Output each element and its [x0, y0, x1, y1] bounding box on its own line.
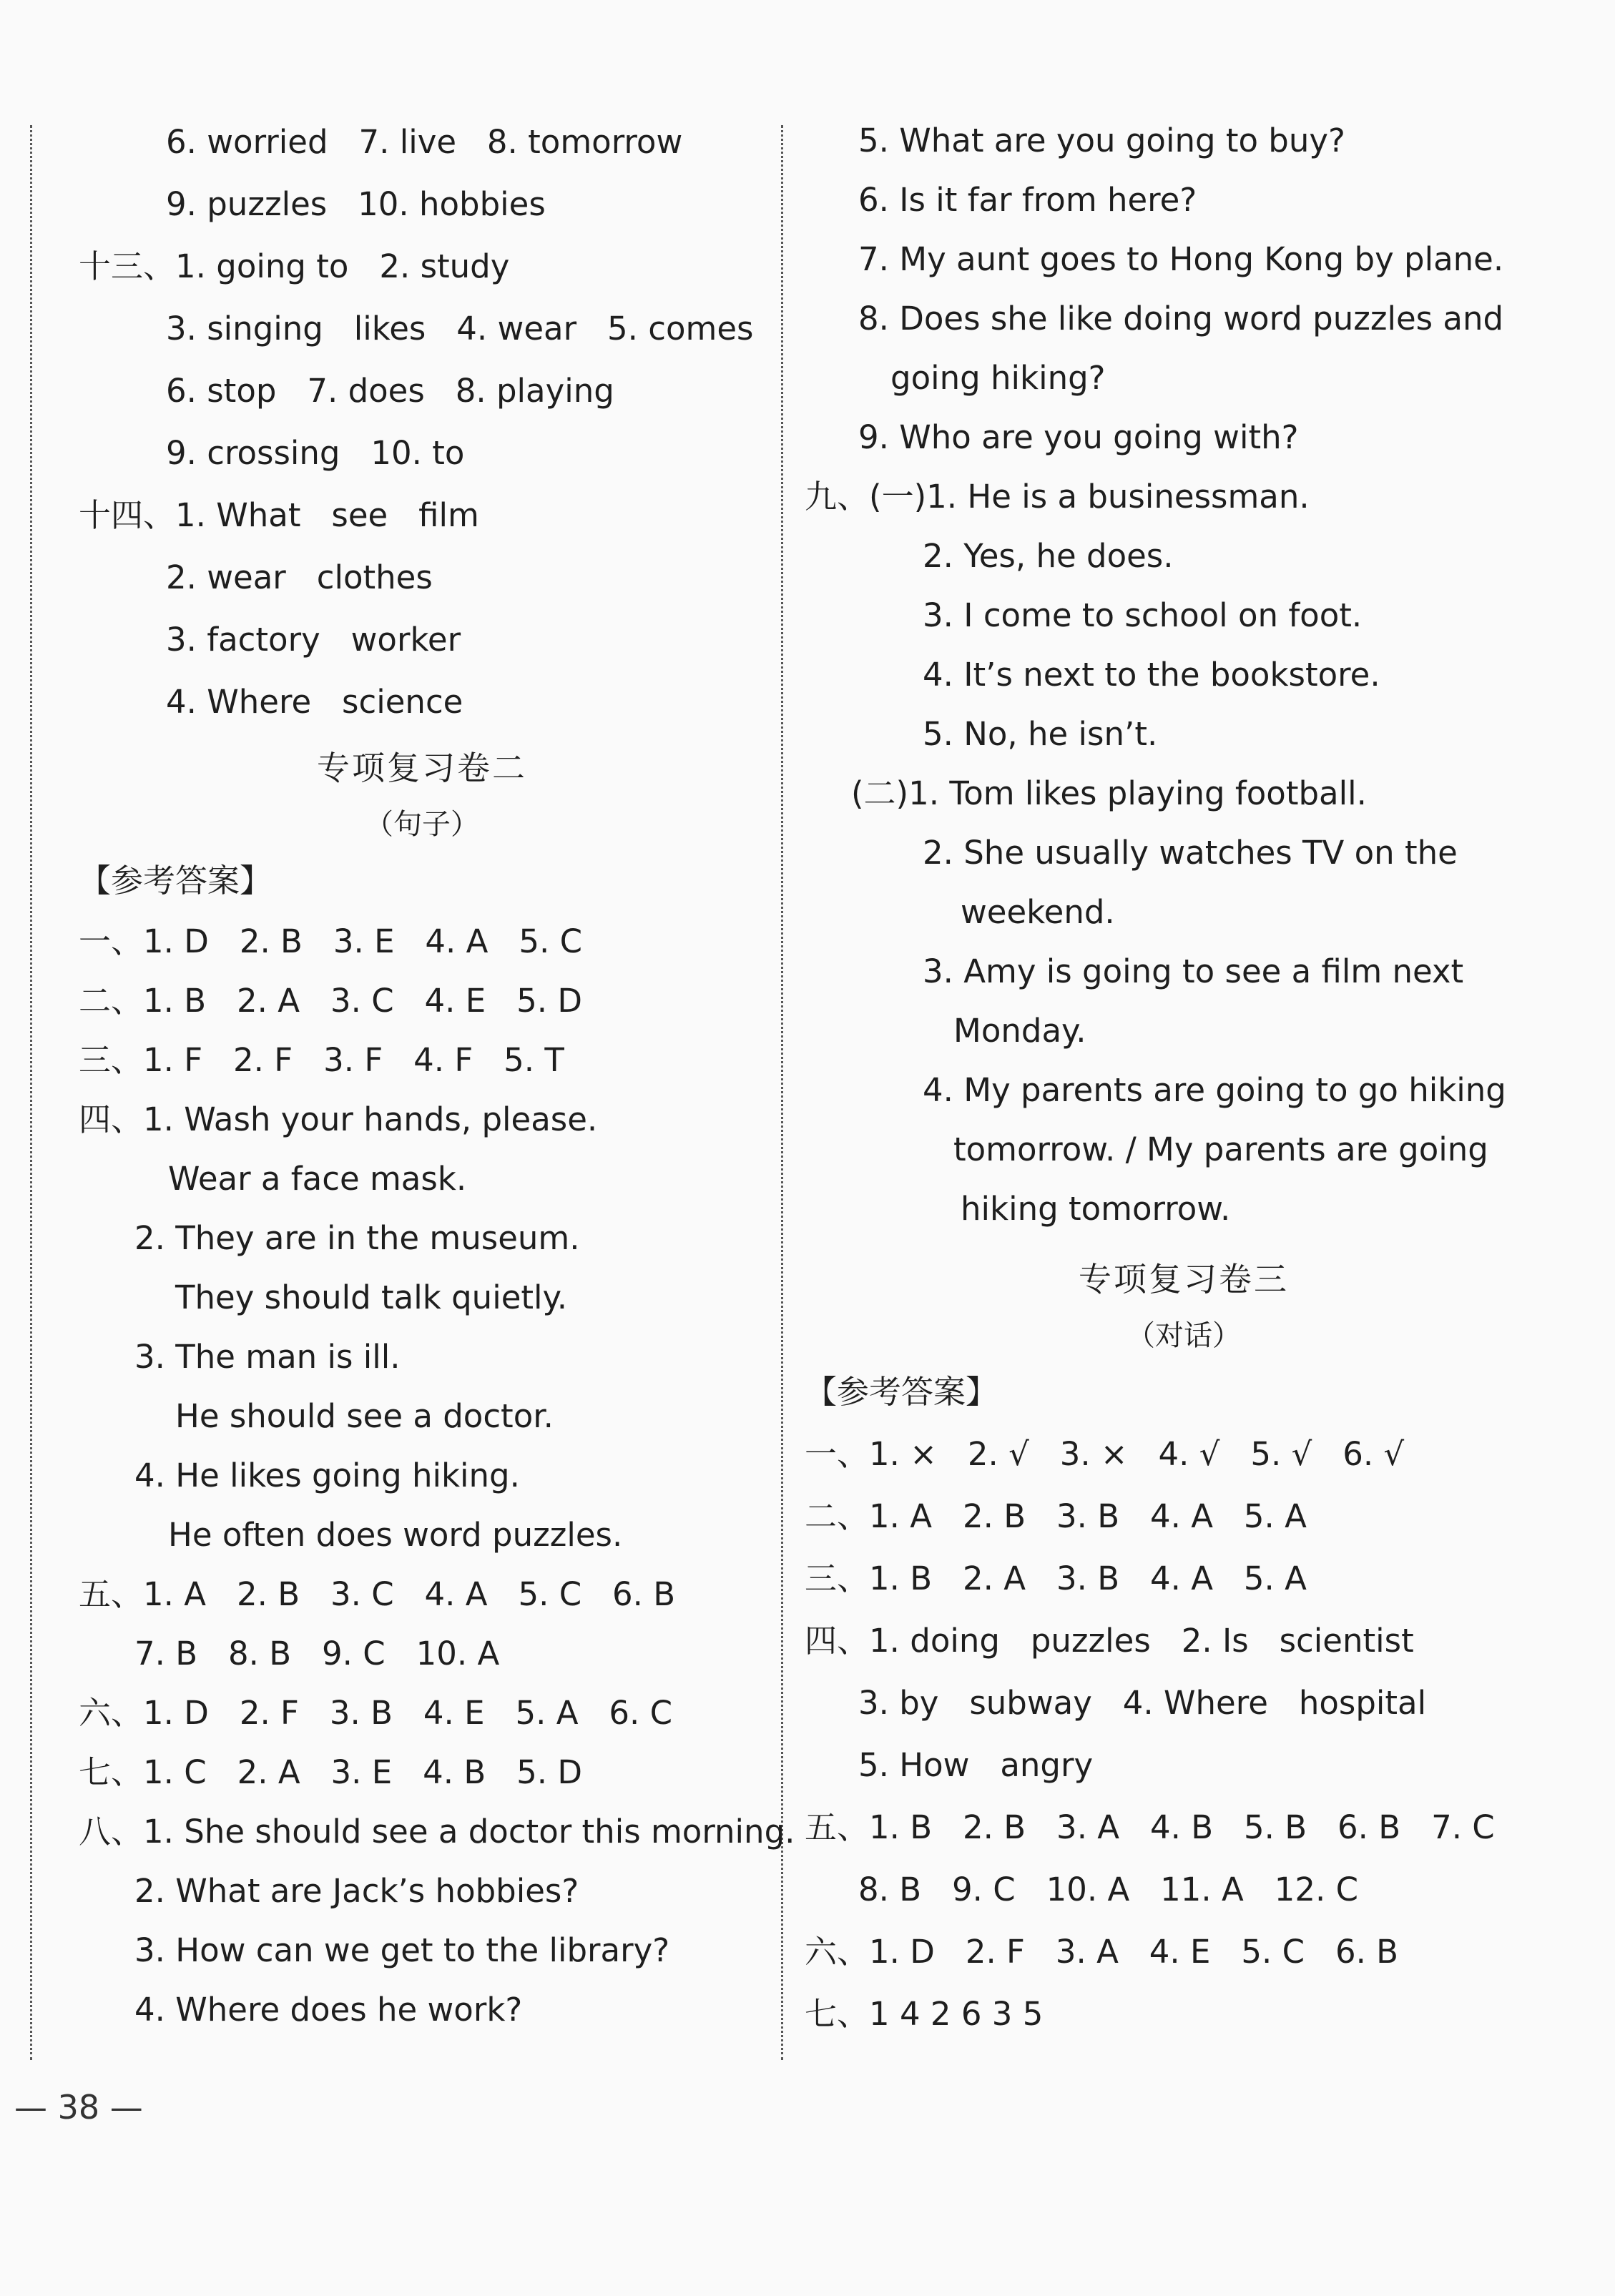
right-answer-lines — [805, 1423, 1563, 2045]
question-group-label: 一、 — [805, 1435, 870, 1473]
answer-line — [134, 1208, 758, 1268]
answer-line — [923, 823, 1563, 882]
answer-line — [805, 1921, 1563, 1983]
answer-line — [851, 764, 1563, 823]
question-group-label: 四、 — [805, 1622, 870, 1660]
answer-line — [79, 1802, 795, 1861]
answer-line — [805, 1423, 1563, 1485]
answer-line — [166, 609, 758, 671]
answer-line — [166, 546, 758, 609]
answer-line — [134, 1327, 758, 1386]
answer-line — [134, 1861, 758, 1921]
answer-line — [166, 360, 758, 422]
question-group-label: 十四、 — [79, 496, 176, 534]
answer-text: (一)1. He is a businessman. — [869, 478, 1310, 516]
answer-line — [79, 1565, 758, 1624]
answer-text: 4. My parents are going to go hiking — [923, 1071, 1506, 1109]
answer-line — [79, 971, 758, 1030]
answer-line — [168, 1149, 758, 1208]
answer-text: 1. Wash your hands, please. — [143, 1100, 598, 1138]
section-title-2: 专项复习卷二 — [317, 749, 527, 787]
answer-line — [805, 1796, 1563, 1858]
answer-text: going hiking? — [890, 359, 1106, 397]
answer-text: tomorrow. / My parents are going — [953, 1130, 1488, 1168]
answer-line — [858, 408, 1563, 467]
answer-text: 1. D 2. F 3. A 4. E 5. C 6. B — [869, 1933, 1399, 1971]
answer-text: He often does word puzzles. — [168, 1516, 623, 1554]
answer-line — [79, 1683, 758, 1743]
answer-line — [175, 1268, 758, 1327]
left-answer-lines — [79, 912, 795, 2039]
answer-line — [953, 1120, 1563, 1179]
answer-line — [79, 235, 758, 297]
answer-line — [79, 912, 758, 971]
question-group-label: 五、 — [805, 1808, 870, 1846]
answer-line — [923, 586, 1563, 645]
answer-text: 1. What see film — [175, 496, 479, 534]
answer-text: 9. Who are you going with? — [858, 418, 1299, 456]
answer-text: weekend. — [961, 893, 1115, 931]
answer-line — [805, 467, 1563, 526]
page-number: — 38 — — [14, 2088, 143, 2127]
answer-key-label-3: 【参考答案】 — [805, 1373, 998, 1411]
answer-line — [858, 170, 1563, 230]
answer-text: 1. D 2. F 3. B 4. E 5. A 6. C — [143, 1694, 673, 1732]
left-column — [79, 111, 795, 2039]
answer-line — [805, 1547, 1563, 1610]
answer-text: 4. It’s next to the bookstore. — [923, 656, 1380, 694]
answer-text: 3. factory worker — [166, 621, 461, 659]
answer-text: 4. Where science — [166, 683, 463, 721]
answer-text: 3. Amy is going to see a film next — [923, 952, 1464, 990]
column-divider — [781, 125, 783, 2060]
answer-text: 8. B 9. C 10. A 11. A 12. C — [858, 1871, 1359, 1908]
right-column — [805, 111, 1563, 2045]
answer-text: 1. F 2. F 3. F 4. F 5. T — [143, 1041, 564, 1079]
answer-line — [858, 1672, 1563, 1734]
answer-line — [175, 1386, 758, 1446]
question-group-label: 七、 — [805, 1995, 870, 2033]
question-group-label: 六、 — [79, 1694, 144, 1732]
answer-text: 8. Does she like doing word puzzles and — [858, 300, 1504, 337]
answer-text: 1. B 2. A 3. C 4. E 5. D — [143, 982, 583, 1020]
answer-text: 1. C 2. A 3. E 4. B 5. D — [143, 1753, 583, 1791]
section-subtitle-3: （对话） — [1126, 1319, 1241, 1352]
answer-text: 1. × 2. √ 3. × 4. √ 5. √ 6. √ — [869, 1435, 1405, 1473]
answer-text: 7. B 8. B 9. C 10. A — [134, 1635, 500, 1672]
answer-line — [79, 484, 758, 546]
answer-text: 2. What are Jack’s hobbies? — [134, 1872, 579, 1910]
answer-line — [134, 1446, 758, 1505]
answer-line — [166, 671, 758, 733]
answer-text: 2. They are in the museum. — [134, 1219, 580, 1257]
answer-text: 5. What are you going to buy? — [858, 122, 1345, 159]
question-group-label: 三、 — [805, 1560, 870, 1597]
answer-text: 3. by subway 4. Where hospital — [858, 1684, 1427, 1722]
answer-text: 1. going to 2. study — [175, 247, 510, 285]
answer-line — [166, 111, 758, 173]
answer-text: Monday. — [953, 1012, 1086, 1050]
answer-line — [79, 1090, 758, 1149]
answer-text: 9. crossing 10. to — [166, 434, 465, 472]
answer-line — [858, 1858, 1563, 1921]
answer-text: 1. D 2. B 3. E 4. A 5. C — [143, 922, 583, 960]
answer-text: 5. No, he isn’t. — [923, 715, 1158, 753]
answer-text: 1. doing puzzles 2. Is scientist — [869, 1622, 1414, 1660]
answer-text: 3. How can we get to the library? — [134, 1931, 670, 1969]
answer-key-label-2: 【参考答案】 — [79, 862, 273, 900]
answer-line — [79, 1743, 758, 1802]
question-group-label: 八、 — [79, 1813, 144, 1851]
answer-text: 4. Where does he work? — [134, 1991, 523, 2029]
answer-text: 1. B 2. B 3. A 4. B 5. B 6. B 7. C — [869, 1808, 1495, 1846]
answer-text: hiking tomorrow. — [961, 1190, 1231, 1228]
answer-line — [923, 942, 1563, 1001]
answer-text: 5. How angry — [858, 1746, 1094, 1784]
answer-text: 6. Is it far from here? — [858, 181, 1197, 219]
answer-line — [166, 173, 758, 235]
answer-text: 1. B 2. A 3. B 4. A 5. A — [869, 1560, 1307, 1597]
answer-text: 3. I come to school on foot. — [923, 596, 1363, 634]
answer-text: 3. singing likes 4. wear 5. comes — [166, 310, 754, 348]
left-answer-lines-top — [79, 111, 758, 733]
answer-text: 6. stop 7. does 8. playing — [166, 372, 614, 410]
question-group-label: 一、 — [79, 922, 144, 960]
answer-line — [890, 348, 1563, 408]
answer-line — [79, 1030, 758, 1090]
answer-line — [168, 1505, 758, 1565]
answer-text: They should talk quietly. — [175, 1278, 568, 1316]
section-title-3: 专项复习卷三 — [1079, 1260, 1289, 1299]
answer-text: 2. She usually watches TV on the — [923, 834, 1458, 872]
answer-line — [134, 1921, 758, 1980]
answer-line — [166, 297, 758, 360]
right-answer-lines-top — [805, 111, 1563, 1238]
question-group-label: 五、 — [79, 1575, 144, 1613]
question-group-label: 二、 — [79, 982, 144, 1020]
answer-line — [858, 111, 1563, 170]
answer-line — [858, 230, 1563, 289]
answer-line — [134, 1980, 758, 2039]
answer-line — [134, 1624, 758, 1683]
answer-text: Wear a face mask. — [168, 1160, 467, 1198]
question-group-label: 七、 — [79, 1753, 144, 1791]
answer-line — [961, 1179, 1563, 1238]
answer-line — [961, 882, 1563, 942]
question-group-label: 二、 — [805, 1497, 870, 1535]
answer-line — [805, 1485, 1563, 1547]
answer-line — [923, 645, 1563, 704]
answer-text: (二)1. Tom likes playing football. — [851, 774, 1367, 812]
answer-text: 3. The man is ill. — [134, 1338, 401, 1376]
answer-text: 4. He likes going hiking. — [134, 1457, 520, 1494]
answer-line — [923, 704, 1563, 764]
answer-line — [805, 1983, 1563, 2045]
answer-text: 9. puzzles 10. hobbies — [166, 185, 546, 223]
answer-line — [858, 1734, 1563, 1796]
question-group-label: 九、 — [805, 478, 870, 516]
answer-text: 7. My aunt goes to Hong Kong by plane. — [858, 240, 1504, 278]
answer-text: He should see a doctor. — [175, 1397, 554, 1435]
answer-text: 1. A 2. B 3. C 4. A 5. C 6. B — [143, 1575, 676, 1613]
left-margin-rule — [30, 125, 32, 2060]
answer-line — [923, 526, 1563, 586]
answer-line — [953, 1001, 1563, 1060]
answer-line — [805, 1610, 1563, 1672]
answer-text: 1 4 2 6 3 5 — [869, 1995, 1044, 2033]
question-group-label: 十三、 — [79, 247, 176, 285]
question-group-label: 六、 — [805, 1933, 870, 1971]
answer-text: 1. She should see a doctor this morning. — [143, 1813, 795, 1851]
answer-line — [923, 1060, 1563, 1120]
answer-text: 6. worried 7. live 8. tomorrow — [166, 123, 683, 161]
answer-line — [858, 289, 1563, 348]
question-group-label: 四、 — [79, 1100, 144, 1138]
answer-line — [166, 422, 758, 484]
answer-text: 1. A 2. B 3. B 4. A 5. A — [869, 1497, 1307, 1535]
section-subtitle-2: （句子） — [365, 808, 479, 841]
answer-text: 2. wear clothes — [166, 558, 433, 596]
answer-text: 2. Yes, he does. — [923, 537, 1174, 575]
question-group-label: 三、 — [79, 1041, 144, 1079]
